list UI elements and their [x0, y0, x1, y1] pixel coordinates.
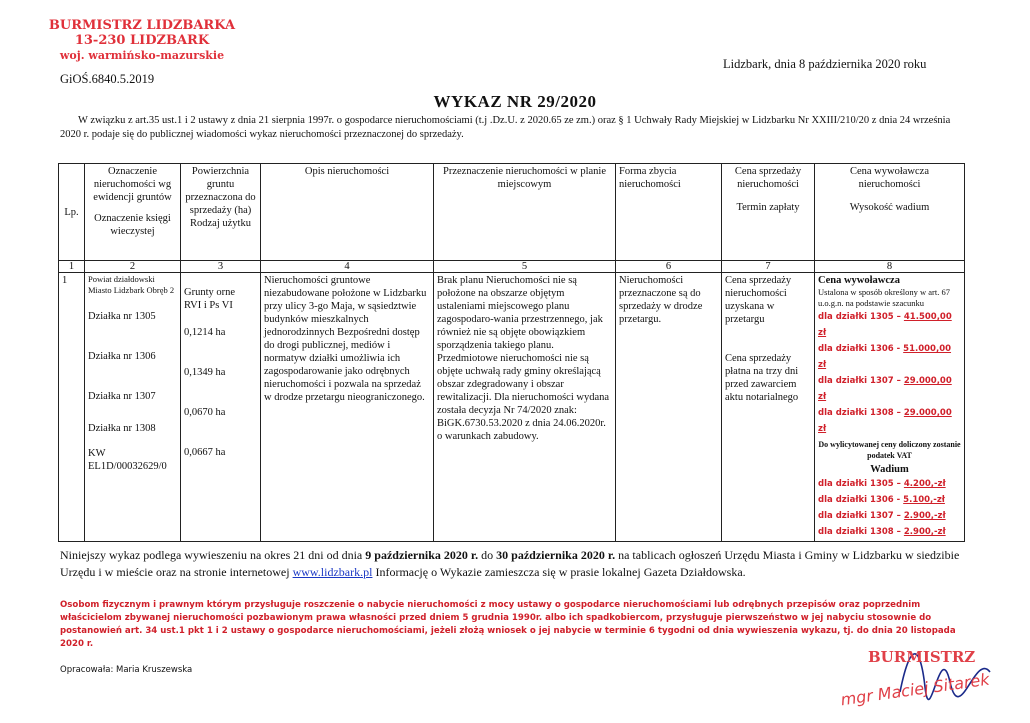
document-title: WYKAZ NR 29/2020: [433, 92, 597, 111]
prepared-by: Opracowała: Maria Kruszewska: [60, 665, 193, 675]
stamp-line-1: BURMISTRZ LIDZBARKA: [48, 18, 236, 33]
header-area: Powierzchnia gruntu przeznaczona do sprzedaży (ha) Rodzaj użytku: [181, 164, 261, 261]
column-number: 2: [85, 261, 181, 273]
land-designation-cell: [85, 273, 181, 542]
column-number: 4: [261, 261, 434, 273]
column-number: 6: [616, 261, 722, 273]
plot-label: Działka nr 1305: [88, 311, 156, 322]
signature-name: mgr Maciej Sitarek: [839, 669, 991, 710]
column-number: 3: [181, 261, 261, 273]
wadium-line: dla działki 1307 – 2.900,-zł: [818, 511, 946, 521]
priority-notice: Osobom fizycznym i prawnym którym przysługuje roszczenie o nabycie nieruchomości z mocy ustawy o gospodarce nieruchomościami lub odrębnych przepisów oraz poprzednim właścicielom zbywanej nieruchomości pozbawionym prawa własności przed dniem 5 grudnia 1990r. albo ich spadkobiercom, przysługuje pierwszeństwo w jej nabyciu stosownie do postanowień art. 34 ust.1 pkt 1 i 2 ustawy o gospodarce nieruchomościami, jeżeli złożą wniosek o jej nabycie w terminie 6 tygodni od dnia wywieszenia wykazu, tj. do dnia 20 listopada 2020 r.: [60, 600, 956, 649]
sale-price-cell: [722, 273, 815, 542]
wadium-line: dla działki 1308 – 2.900,-zł: [818, 527, 946, 537]
starting-price-desc: Ustalona w sposób określony w art. 67 u.o.g.n. na podstawie szacunku: [818, 287, 950, 308]
header-starting-price: Cena wywoławcza nieruchomości Wysokość wadium: [815, 164, 965, 261]
plot-area: 0,1349 ha: [184, 367, 226, 378]
plan-cell: Brak planu Nieruchomości nie są położone na obszarze objętym ustaleniami miejscowego planu zagospodaro-wania przestrzennego, jak również nie są objęte obowiązkiem sporządzenia takiego planu. Przedmiotowe nieruchomości nie są objęte uchwałą rady gminy określającą obszar zdegradowany i obszar rewitalizacji. Dla nieruchomości wydana została decyzja Nr 74/2020 znak: BiGK.6730.53.2020 z dnia 24.06.2020r. o warunkach zabudowy.: [434, 273, 616, 542]
property-table: [58, 163, 965, 542]
office-stamp: [42, 18, 242, 63]
starting-price-title: Cena wywoławcza: [818, 275, 900, 286]
area-cell: [181, 273, 261, 542]
row-lp: 1: [59, 273, 85, 542]
header-sale-price: Cena sprzedaży nieruchomości Termin zapłaty: [722, 164, 815, 261]
location-text: Powiat działdowski Miasto Lidzbark Obręb 2: [88, 274, 175, 295]
plot-label: Działka nr 1306: [88, 351, 156, 362]
document-date: Lidzbark, dnia 8 października 2020 roku: [723, 57, 927, 71]
price-text: Cena sprzedaży nieruchomości uzyskana w przetargu: [725, 275, 792, 325]
plot-area: 0,1214 ha: [184, 327, 226, 338]
price-line: dla działki 1306 - 51.000,00 zł: [818, 344, 952, 370]
price-line: dla działki 1308 – 29.000,00 zł: [818, 408, 952, 434]
header-plan-designation: Przeznaczenie nieruchomości w planie miejscowym: [434, 164, 616, 261]
website-link[interactable]: www.lidzbark.pl: [292, 565, 373, 579]
header-lp: Lp.: [59, 164, 85, 261]
description-cell: Nieruchomości gruntowe niezabudowane położone w Lidzbarku przy ulicy 3-go Maja, w sąsiedztwie budynków mieszkalnych jednorodzinnych Bezpośredni dostęp do drogi publicznej, mediów i normatyw działki umożliwia ich zagospodarowanie jako odrębnych nieruchomości i pozwala na sprzedaż w drodze przetargu nieograniczonego.: [261, 273, 434, 542]
wadium-line: dla działki 1305 – 4.200,-zł: [818, 479, 946, 489]
stamp-line-2: 13-230 LIDZBARK: [74, 33, 210, 48]
wadium-title: Wadium: [870, 464, 909, 475]
stamp-line-3: woj. warmińsko-mazurskie: [59, 49, 225, 62]
column-number: 5: [434, 261, 616, 273]
starting-price-cell: [815, 273, 965, 542]
header-description: Opis nieruchomości: [261, 164, 434, 261]
header-disposal-form: Forma zbycia nieruchomości: [616, 164, 722, 261]
plot-area: 0,0667 ha: [184, 447, 226, 458]
payment-term: Cena sprzedaży płatna na trzy dni przed zawarciem aktu notarialnego: [725, 353, 799, 403]
price-line: dla działki 1307 – 29.000,00 zł: [818, 376, 952, 402]
land-register-number: KW EL1D/00032629/0: [88, 448, 167, 472]
signature-title: BURMISTRZ: [868, 648, 976, 666]
wadium-line: dla działki 1306 - 5.100,-zł: [818, 495, 945, 505]
column-number: 8: [815, 261, 965, 273]
plot-area: 0,0670 ha: [184, 407, 226, 418]
column-number: 1: [59, 261, 85, 273]
intro-paragraph: W związku z art.35 ust.1 i 2 ustawy z dnia 21 sierpnia 1997r. o gospodarce nieruchomościami (t.j .Dz.U. z 2020.65 ze zm.) oraz § 1 Uchwały Rady Miejskiej w Lidzbarku Nr XXIII/210/20 z dnia 24 września 2020 r. podaje się do publicznej wiadomości wykaz nieruchomości przeznaczonej do sprzedaży.: [60, 115, 951, 140]
price-line: dla działki 1305 – 41.500,00 zł: [818, 312, 952, 338]
reference-number: GiOŚ.6840.5.2019: [60, 72, 155, 86]
vat-note: Do wylicytowanej ceny doliczony zostanie podatek VAT: [818, 440, 961, 460]
posting-info: Niniejszy wykaz podlega wywieszeniu na okres 21 dni od dnia 9 października 2020 r. do 30 października 2020 r. na tablicach ogłoszeń Urzędu Miasta i Gminy w Lidzbarku w siedzibie Urzędu i w mieście oraz na stronie internetowej www.lidzbark.pl Informację o Wykazie zamieszcza się w prasie lokalnej Gazeta Działdowska.: [60, 548, 960, 579]
plot-label: Działka nr 1308: [88, 423, 156, 434]
header-land-designation: Oznaczenie nieruchomości wg ewidencji gruntów Oznaczenie księgi wieczystej: [85, 164, 181, 261]
disposal-form-cell: Nieruchomości przeznaczone są do sprzedaży w drodze przetargu.: [616, 273, 722, 542]
plot-label: Działka nr 1307: [88, 391, 156, 402]
column-number: 7: [722, 261, 815, 273]
use-type: Grunty orne RVI i Ps VI: [184, 287, 236, 311]
